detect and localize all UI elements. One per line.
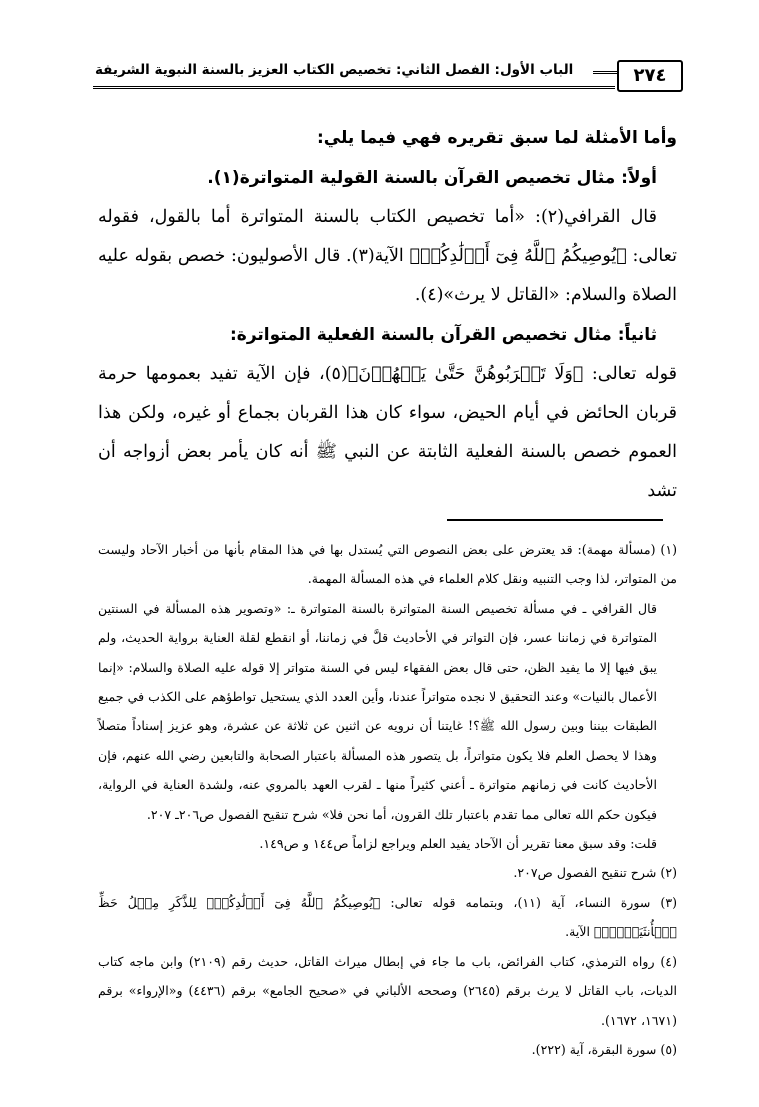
- paragraph-qarafi: قال القرافي(٢): «أما تخصيص الكتاب بالسنة المتواترة أما بالقول، فقوله تعالى: ﴿يُوصِيكُمُ ٱللَّهُ فِىٓ أَوۡلَٰدِكُمۡ﴾ الآية(٣). قال الأصوليون: خصص بقوله عليه الصلاة والسلام: «القاتل لا يرث»(٤).: [98, 207, 677, 305]
- header-rule-short: [593, 71, 619, 74]
- header-rule: [93, 86, 615, 92]
- intro-heading: وأما الأمثلة لما سبق تقريره فهي فيما يلي:: [317, 128, 677, 148]
- footnote-4: (٤) رواه الترمذي، كتاب الفرائض، باب ما جاء في إبطال ميراث القاتل، حديث رقم (٢١٠٩) وابن ماجه كتاب الديات، باب القاتل لا يرث برقم (٢٦٤٥) وصححه الألباني في «صحيح الجامع» برقم (٤٤٣٦) و«الإرواء» برقم (١٦٧١، ١٦٧٢).: [98, 953, 677, 1028]
- footnotes: [98, 535, 677, 1064]
- page-number: ٢٧٤: [617, 60, 683, 92]
- running-header: [95, 58, 675, 90]
- footnote-3: (٣) سورة النساء، آية (١١)، وبتمامه قوله تعالى: ﴿يُوصِيكُمُ ٱللَّهُ فِىٓ أَوۡلَٰدِكُمۡۖ لِلذَّكَرِ مِثۡلُ حَظِّ ٱلۡأُنثَيَيۡنِۚ﴾ الآية.: [98, 894, 677, 940]
- footnote-1-remark: قلت: وقد سبق معنا تقرير أن الآحاد يفيد العلم ويراجع لزاماً ص١٤٤ و ص١٤٩.: [259, 836, 657, 852]
- footnote-separator: [447, 519, 663, 521]
- footnote-1-quote: قال القرافي ـ في مسألة تخصيص السنة المتواترة بالسنة المتواترة ـ: «وتصوير هذه المسألة في السنتين المتواترة في زماننا عسر، فإن التواتر في الأحاديث قلَّ في زماننا، أو انقطع لقلة العناية برواية الحديث، ولم يبق فيها إلا ما يفيد الظن، حتى قال بعض الفقهاء ليس في السنة متواتر إلا قوله عليه الصلاة والسلام: «إنما الأعمال بالنيات» وعند التحقيق لا نجده متواتراً عندنا، وأين العدد الذي يستحيل تواطؤهم على الكذب في جميع الطبقات بيننا وبين رسول الله ﷺ؟! غايتنا أن نرويه عن اثنين عن ثلاثة عن عشرة، وهو عزيز إسناداً متصلاً وهذا لا يحصل العلم فلا يكون متواتراً، بل يتصور هذه المسألة باعتبار الصحابة والتابعين رضي الله عنهم، فإن الأحاديث كانت في زمانهم متواترة ـ أعني كثيراً منها ـ لقرب العهد بالمروي عنه، ولشدة العناية في الرواية، فيكون حكم الله تعالى مما تقدم باعتبار تلك القرون، أما نحن فلا» شرح تنقيح الفصول ص٢٠٦ـ ٢٠٧.: [98, 600, 657, 822]
- main-text: [98, 118, 677, 511]
- footnote-1: (١) (مسألة مهمة): قد يعترض على بعض النصوص التي يُستدل بها في هذا المقام بأنها من أخبار الآحاد وليست من المتواتر، لذا وجب التنبيه ونقل كلام العلماء في هذه المسألة المهمة.: [98, 542, 677, 587]
- chapter-title: الباب الأول: الفصل الثاني: تخصيص الكتاب العزيز بالسنة النبوية الشريفة: [95, 62, 574, 78]
- paragraph-verse: قوله تعالى: ﴿وَلَا تَقۡرَبُوهُنَّ حَتَّىٰ يَطۡهُرۡنَ﴾(٥)، فإن الآية تفيد بعمومها حرمة قربان الحائض في أيام الحيض، سواء كان هذا القربان بجماع أو غيره، ولكن هذا العموم خصص بالسنة الفعلية الثابتة عن النبي ﷺ أنه كان يأمر بعض أزواجه أن تشد: [98, 364, 677, 501]
- footnote-5: (٥) سورة البقرة، آية (٢٢٢).: [531, 1041, 677, 1057]
- first-example-heading: أولاً: مثال تخصيص القرآن بالسنة القولية المتواترة(١).: [207, 168, 657, 188]
- second-example-heading: ثانياً: مثال تخصيص القرآن بالسنة الفعلية المتواترة:: [229, 325, 657, 345]
- footnote-2: (٢) شرح تنقيح الفصول ص٢٠٧.: [513, 865, 677, 881]
